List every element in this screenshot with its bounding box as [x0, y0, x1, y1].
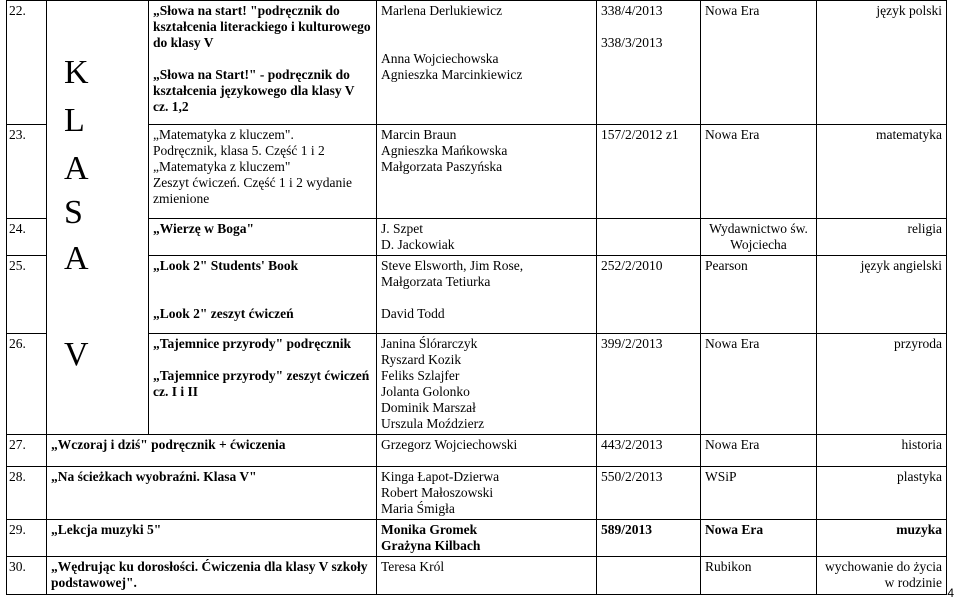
book-title: „Look 2" Students' Book „Look 2" zeszyt ćwiczeń [149, 256, 377, 334]
publisher: Nowa Era [701, 520, 817, 557]
table-row [7, 520, 947, 557]
subject: historia [817, 435, 947, 467]
class-letter: A [64, 240, 89, 277]
publisher: Wydawnictwo św. Wojciecha [701, 219, 817, 256]
subject: język angielski [817, 256, 947, 334]
book-authors: Grzegorz Wojciechowski [377, 435, 597, 467]
publisher: Nowa Era [701, 125, 817, 219]
row-number: 25. [7, 256, 47, 334]
subject: język polski [817, 1, 947, 125]
publisher: WSiP [701, 467, 817, 520]
book-authors: J. Szpet D. Jackowiak [377, 219, 597, 256]
book-authors: Marlena Derlukiewicz Anna Wojciechowska Agnieszka Marcinkiewicz [377, 1, 597, 125]
subject: plastyka [817, 467, 947, 520]
book-title: „Wczoraj i dziś" podręcznik + ćwiczenia [47, 435, 377, 467]
approval-number: 443/2/2013 [597, 435, 701, 467]
approval-number: 550/2/2013 [597, 467, 701, 520]
class-letter: K [64, 54, 89, 91]
book-authors: Kinga Łapot-Dzierwa Robert Małoszowski Maria Śmigła [377, 467, 597, 520]
table-row [7, 1, 947, 125]
book-authors: Monika Gromek Grażyna Kilbach [377, 520, 597, 557]
book-authors: Teresa Król [377, 557, 597, 595]
approval-number [597, 219, 701, 256]
row-number: 24. [7, 219, 47, 256]
class-letter: A [64, 150, 89, 187]
subject: muzyka [817, 520, 947, 557]
class-letter: L [64, 102, 85, 139]
row-number: 27. [7, 435, 47, 467]
book-title: „Słowa na start! "podręcznik do kształcenia literackiego i kulturowego do klasy V „Słowa na Start!" - podręcznik do kształcenia językowego dla klasy V cz. 1,2 [149, 1, 377, 125]
approval-number: 252/2/2010 [597, 256, 701, 334]
book-title: „Wierzę w Boga" [149, 219, 377, 256]
book-title: „Tajemnice przyrody" podręcznik „Tajemnice przyrody" zeszyt ćwiczeń cz. I i II [149, 334, 377, 435]
row-number: 29. [7, 520, 47, 557]
book-title: „Lekcja muzyki 5" [47, 520, 377, 557]
page-number: 4 [947, 586, 954, 600]
approval-number: 589/2013 [597, 520, 701, 557]
book-authors: Marcin Braun Agnieszka Mańkowska Małgorzata Paszyńska [377, 125, 597, 219]
approval-number [597, 557, 701, 595]
textbook-table [6, 0, 947, 595]
publisher: Nowa Era [701, 1, 817, 125]
subject: religia [817, 219, 947, 256]
book-title: „Wędrując ku dorosłości. Ćwiczenia dla klasy V szkoły podstawowej". [47, 557, 377, 595]
subject: wychowanie do życia w rodzinie [817, 557, 947, 595]
table-row [7, 435, 947, 467]
publisher: Nowa Era [701, 334, 817, 435]
table-row [7, 467, 947, 520]
subject: przyroda [817, 334, 947, 435]
row-number: 28. [7, 467, 47, 520]
class-column [47, 1, 149, 435]
approval-number: 399/2/2013 [597, 334, 701, 435]
book-authors: Steve Elsworth, Jim Rose, Małgorzata Tetiurka David Todd [377, 256, 597, 334]
class-letter: S [64, 194, 83, 231]
row-number: 30. [7, 557, 47, 595]
publisher: Nowa Era [701, 435, 817, 467]
book-title: „Matematyka z kluczem". Podręcznik, klasa 5. Część 1 i 2 „Matematyka z kluczem" Zeszyt ćwiczeń. Część 1 i 2 wydanie zmienione [149, 125, 377, 219]
table-row [7, 557, 947, 595]
subject: matematyka [817, 125, 947, 219]
row-number: 22. [7, 1, 47, 125]
publisher: Pearson [701, 256, 817, 334]
book-title: „Na ścieżkach wyobraźni. Klasa V" [47, 467, 377, 520]
approval-number: 157/2/2012 z1 [597, 125, 701, 219]
publisher: Rubikon [701, 557, 817, 595]
approval-number: 338/4/2013 338/3/2013 [597, 1, 701, 125]
row-number: 23. [7, 125, 47, 219]
class-letter: V [64, 336, 89, 373]
row-number: 26. [7, 334, 47, 435]
book-authors: Janina Ślórarczyk Ryszard Kozik Feliks Szlajfer Jolanta Golonko Dominik Marszał Urszula Moździerz [377, 334, 597, 435]
